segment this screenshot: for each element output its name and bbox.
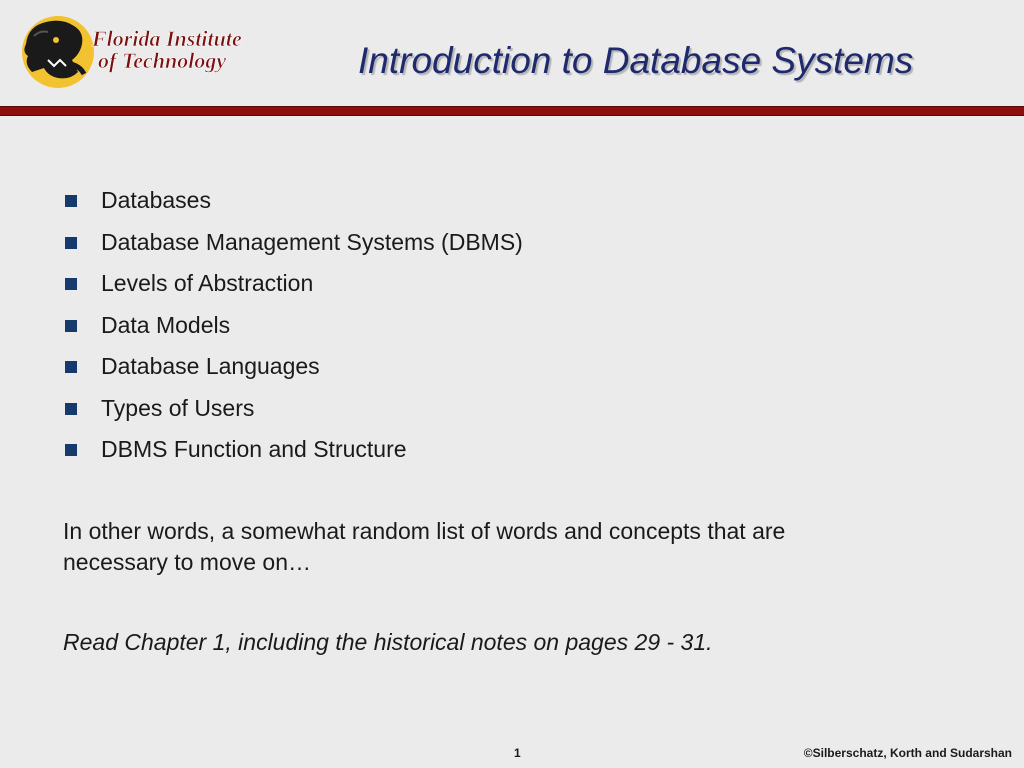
list-item xyxy=(64,390,523,432)
page-title: Introduction to Database Systems xyxy=(358,40,914,81)
list-item-label: Database Management Systems (DBMS) xyxy=(101,228,523,255)
list-item xyxy=(64,224,523,266)
fit-logo xyxy=(18,14,258,90)
list-item xyxy=(64,348,523,390)
square-bullet-icon xyxy=(65,444,77,456)
list-item-label: Databases xyxy=(101,187,211,213)
list-item xyxy=(64,307,523,349)
square-bullet-icon xyxy=(65,403,77,415)
list-item xyxy=(64,431,523,473)
topic-list xyxy=(64,182,523,473)
square-bullet-icon xyxy=(65,237,77,249)
page-number: 1 xyxy=(514,746,521,760)
list-item-label: Data Models xyxy=(101,311,231,338)
logo-text-line-1: Florida Institute xyxy=(92,26,242,51)
list-item-label: Database Languages xyxy=(101,353,320,379)
square-bullet-icon xyxy=(65,278,77,290)
list-item-label: Types of Users xyxy=(101,394,255,421)
header-divider xyxy=(0,106,1024,116)
list-item-label: Levels of Abstraction xyxy=(101,270,314,296)
square-bullet-icon xyxy=(65,195,77,207)
panther-logo-icon xyxy=(18,14,258,90)
logo-text-line-2: of Technology xyxy=(98,48,227,73)
summary-paragraph: In other words, a somewhat random list of words and concepts that are necessary to move on… xyxy=(63,518,786,575)
square-bullet-icon xyxy=(65,361,77,373)
square-bullet-icon xyxy=(65,320,77,332)
reading-assignment: Read Chapter 1, including the historical notes on pages 29 - 31. xyxy=(63,629,713,655)
list-item xyxy=(64,265,523,307)
list-item xyxy=(64,182,523,224)
list-item-label: DBMS Function and Structure xyxy=(101,436,407,462)
copyright-notice: ©Silberschatz, Korth and Sudarshan xyxy=(803,746,1012,760)
